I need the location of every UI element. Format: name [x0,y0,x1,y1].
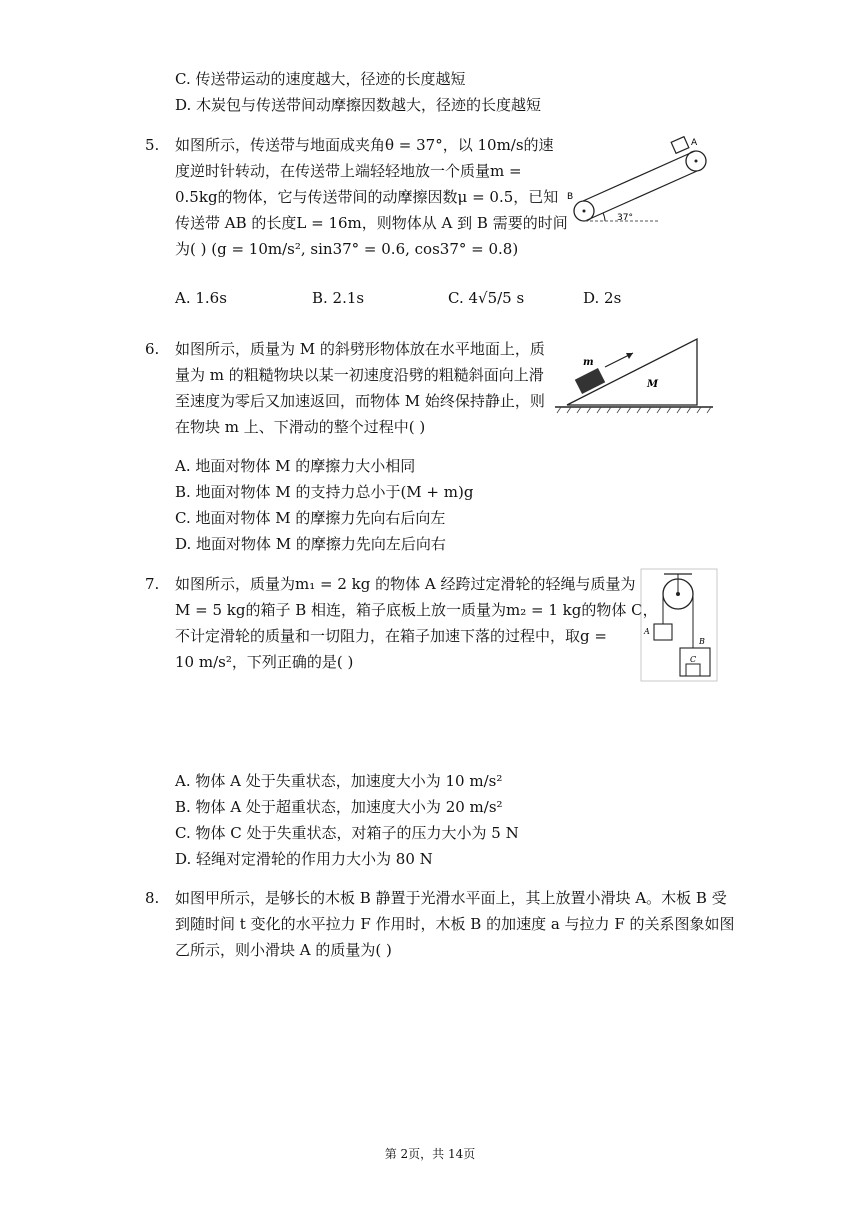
q7-option-c: C. 物体 C 处于失重状态，对箱子的压力大小为 5 N [175,824,519,842]
q5-line-1: 如图所示，传送带与地面成夹角θ = 37°，以 10m/s的速 [175,136,554,154]
q6-option-c: C. 地面对物体 M 的摩擦力先向右后向左 [175,509,446,527]
page-footer: 第 2页，共 14页 [384,1147,476,1161]
figure-label-m: m [583,357,594,368]
q7-line-3: 不计定滑轮的质量和一切阻力，在箱子加速下落的过程中，取g = [175,627,607,645]
q5-line-3: 0.5kg的物体，它与传送带间的动摩擦因数μ = 0.5，已知 [175,188,559,206]
figure-label-c: C [690,655,697,664]
q8-line-1: 如图甲所示，是够长的木板 B 静置于光滑水平面上，其上放置小滑块 A。木板 B 受 [175,889,727,907]
q4-option-c: C. 传送带运动的速度越大，径迹的长度越短 [175,70,466,88]
q5-line-2: 度逆时针转动，在传送带上端轻轻地放一个质量m = [175,162,522,180]
q6-line-2: 量为 m 的粗糙物块以某一初速度沿劈的粗糙斜面向上滑 [175,366,544,384]
q5-option-c: C. 4√5/5 s [448,289,525,307]
q8-line-2: 到随时间 t 变化的水平拉力 F 作用时，木板 B 的加速度 a 与拉力 F 的关系图象如图 [175,915,735,933]
q5-option-a: A. 1.6s [175,289,227,307]
figure-label-M: M [647,379,659,390]
figure-label-a: A [691,138,698,148]
q6-option-a: A. 地面对物体 M 的摩擦力大小相同 [175,457,416,475]
q5-option-d: D. 2s [583,289,622,307]
pulley-figure [640,568,718,683]
incline-wedge-figure [555,335,715,415]
q7-line-4: 10 m/s²，下列正确的是( ) [175,653,354,671]
q6-option-d: D. 地面对物体 M 的摩擦力先向左后向右 [175,535,446,553]
q7-line-1: 如图所示，质量为m₁ = 2 kg 的物体 A 经跨过定滑轮的轻绳与质量为 [175,575,636,593]
q8-line-3: 乙所示，则小滑块 A 的质量为( ) [175,941,392,959]
q4-option-d: D. 木炭包与传送带间动摩擦因数越大，径迹的长度越短 [175,96,542,114]
q8-number: 8. [145,889,160,907]
q7-option-a: A. 物体 A 处于失重状态，加速度大小为 10 m/s² [175,772,503,790]
q6-option-b: B. 地面对物体 M 的支持力总小于(M + m)g [175,483,474,501]
q7-option-d: D. 轻绳对定滑轮的作用力大小为 80 N [175,850,433,868]
q7-number: 7. [145,575,160,593]
q5-number: 5. [145,136,160,154]
q7-option-b: B. 物体 A 处于超重状态，加速度大小为 20 m/s² [175,798,503,816]
figure-label-a: A [644,627,650,636]
figure-label-angle: 37° [617,213,633,223]
figure-label-b: B [567,192,574,202]
q5-line-4: 传送带 AB 的长度L = 16m，则物体从 A 到 B 需要的时间 [175,214,568,232]
figure-label-b: B [699,637,705,646]
q6-line-1: 如图所示，质量为 M 的斜劈形物体放在水平地面上，质 [175,340,545,358]
conveyor-belt-figure [565,135,725,230]
q6-line-4: 在物块 m 上、下滑动的整个过程中( ) [175,418,426,436]
q6-number: 6. [145,340,160,358]
q7-line-2: M = 5 kg的箱子 B 相连，箱子底板上放一质量为m₂ = 1 kg的物体 C， [175,601,658,619]
q6-line-3: 至速度为零后又加速返回，而物体 M 始终保持静止，则 [175,392,545,410]
q5-line-5: 为( ) (g = 10m/s², sin37° = 0.6, cos37° = 0.8) [175,240,519,258]
q5-option-b: B. 2.1s [312,289,365,307]
